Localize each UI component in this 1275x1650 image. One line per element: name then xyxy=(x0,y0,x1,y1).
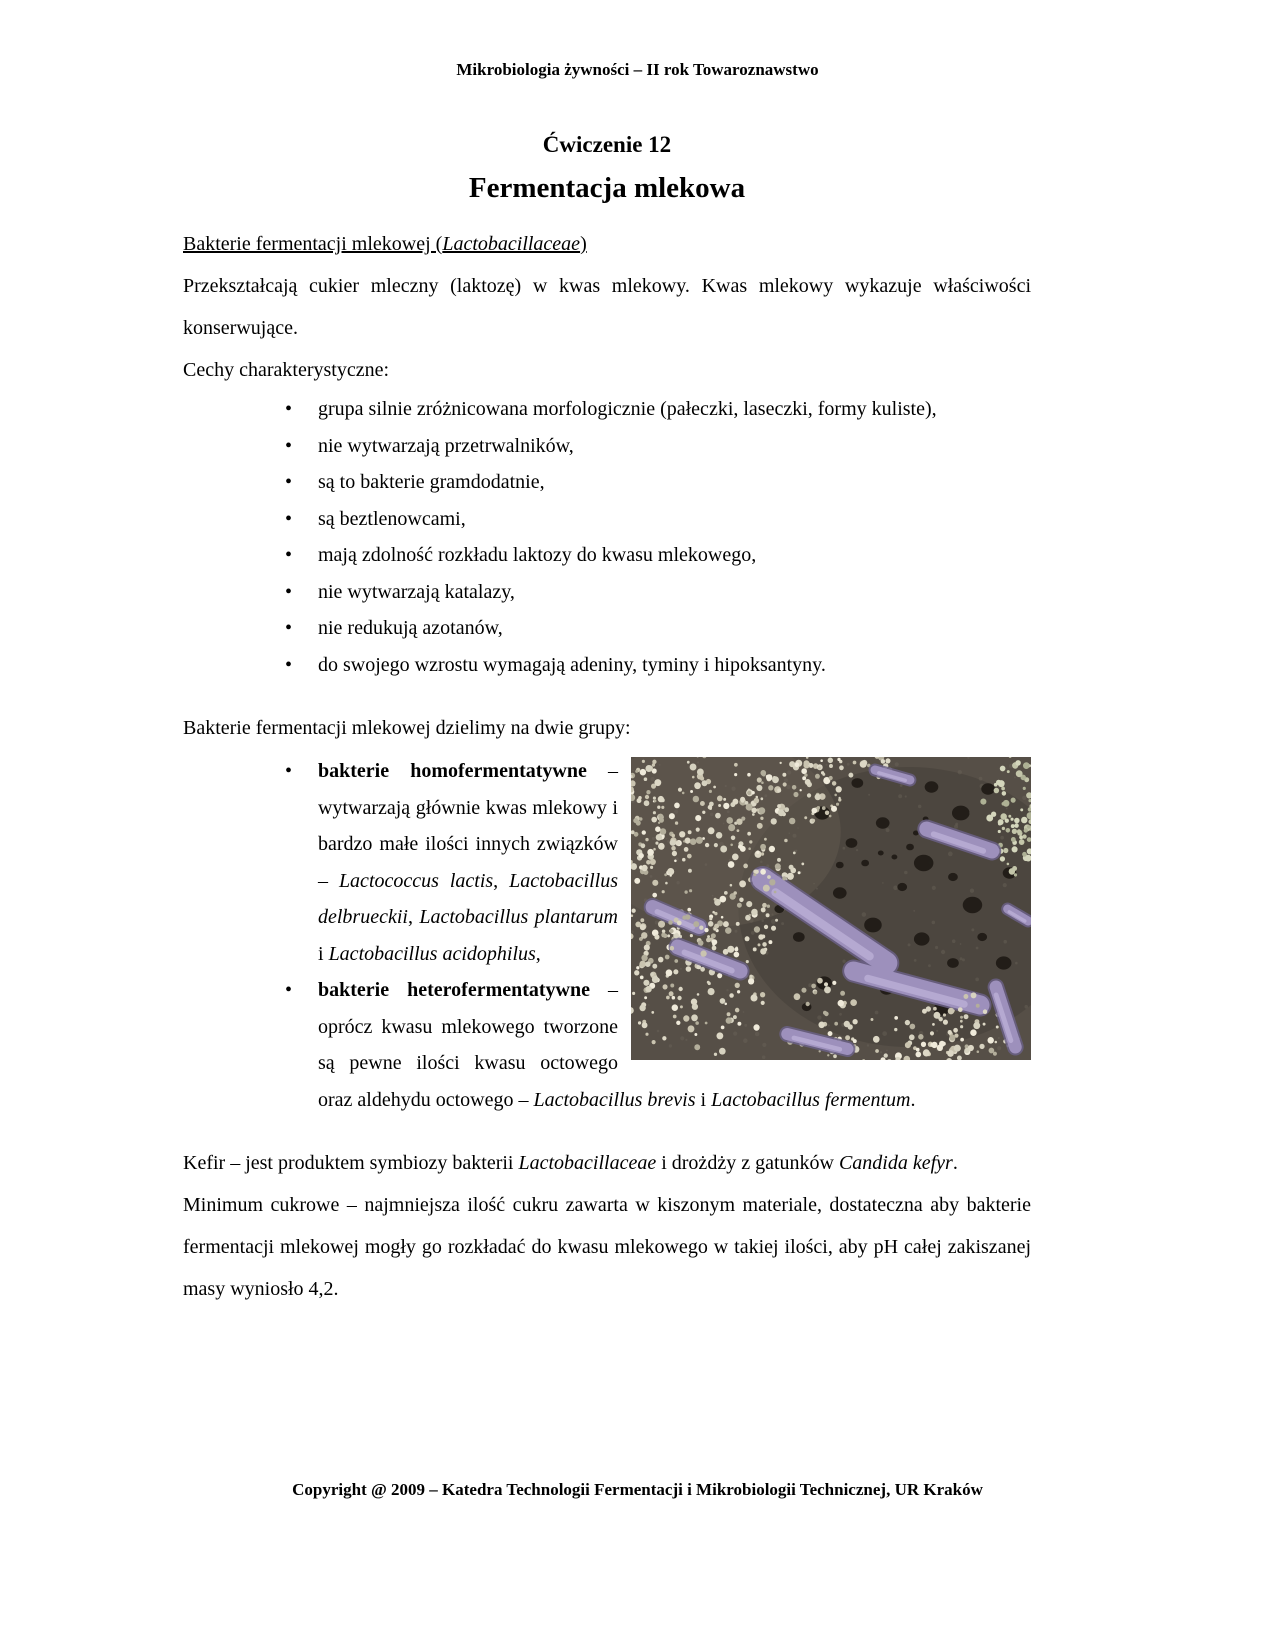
list-item xyxy=(183,647,1031,684)
bullet-icon: • xyxy=(285,653,293,676)
bullet-icon: • xyxy=(285,544,293,566)
section-heading: Bakterie fermentacji mlekowej (Lactobacillaceae) xyxy=(183,233,587,255)
bullet-icon: • xyxy=(285,760,293,782)
bullet-icon: • xyxy=(285,580,293,603)
list-item-text: bakterie heterofermentatywne – oprócz kwasu mlekowego tworzone są pewne ilości kwasu octowego oraz aldehydu octowego – Lactobacillus brevis i Lactobacillus fermentum. xyxy=(318,979,916,1111)
list-item-text: grupa silnie zróżnicowana morfologicznie (pałeczki, laseczki, formy kuliste), xyxy=(318,398,937,420)
list-item-text: są beztlenowcami, xyxy=(318,507,466,530)
list-item xyxy=(183,501,1031,538)
list-item xyxy=(183,537,1031,574)
list-item xyxy=(183,610,1031,647)
minimum-paragraph: Minimum cukrowe – najmniejsza ilość cukru zawarta w kiszonym materiale, dostateczna aby bakterie fermentacji mlekowej mogły go rozkładać do kwasu mlekowego w takiej ilości, aby pH całej zakiszanej masy wyniosło 4,2. xyxy=(183,1194,1031,1300)
bullet-icon: • xyxy=(285,617,293,639)
groups-intro: Bakterie fermentacji mlekowej dzielimy na dwie grupy: xyxy=(183,717,631,739)
list-item-text: są to bakterie gramdodatnie, xyxy=(318,471,545,493)
characteristics-list xyxy=(183,391,1031,683)
list-item-text: mają zdolność rozkładu laktozy do kwasu mlekowego, xyxy=(318,544,757,566)
list-item xyxy=(183,464,1031,501)
bullet-icon: • xyxy=(285,398,293,420)
list-item xyxy=(183,391,1031,428)
list-item-text: bakterie homofermentatywne – wytwarzają głównie kwas mlekowy i bardzo małe ilości innych związków – Lactococcus lactis, Lactobacillus delbrueckii, Lactobacillus plantarum i Lactobacillus acidophilus, xyxy=(318,760,618,965)
list-item-text: nie wytwarzają katalazy, xyxy=(318,580,515,603)
list-item xyxy=(183,428,1031,465)
list-item xyxy=(183,753,1031,972)
groups-section xyxy=(183,753,1031,1118)
list-item-text: nie wytwarzają przetrwalników, xyxy=(318,434,574,457)
characteristics-label: Cechy charakterystyczne: xyxy=(183,359,390,381)
bullet-icon: • xyxy=(285,434,293,457)
list-item xyxy=(183,972,1031,1118)
bullet-icon: • xyxy=(285,471,293,493)
page-header: Mikrobiologia żywności – II rok Towaroznawstwo xyxy=(456,60,819,79)
bullet-icon: • xyxy=(285,507,293,530)
kefir-paragraph: Kefir – jest produktem symbiozy bakterii Lactobacillaceae i drożdży z gatunków Candida kefyr. xyxy=(183,1152,958,1174)
document-content xyxy=(183,128,1031,1310)
list-item-text: do swojego wzrostu wymagają adeniny, tyminy i hipoksantyny. xyxy=(318,653,826,676)
main-title: Fermentacja mlekowa xyxy=(468,172,746,204)
intro-paragraph: Przekształcają cukier mleczny (laktozę) w kwas mlekowy. Kwas mlekowy wykazuje właściwości konserwujące. xyxy=(183,275,1031,339)
list-item xyxy=(183,574,1031,611)
exercise-title: Ćwiczenie 12 xyxy=(542,132,672,157)
page-footer: Copyright @ 2009 – Katedra Technologii Fermentacji i Mikrobiologii Technicznej, UR Kraków xyxy=(292,1480,983,1499)
bullet-icon: • xyxy=(285,979,293,1001)
list-item-text: nie redukują azotanów, xyxy=(318,617,503,639)
